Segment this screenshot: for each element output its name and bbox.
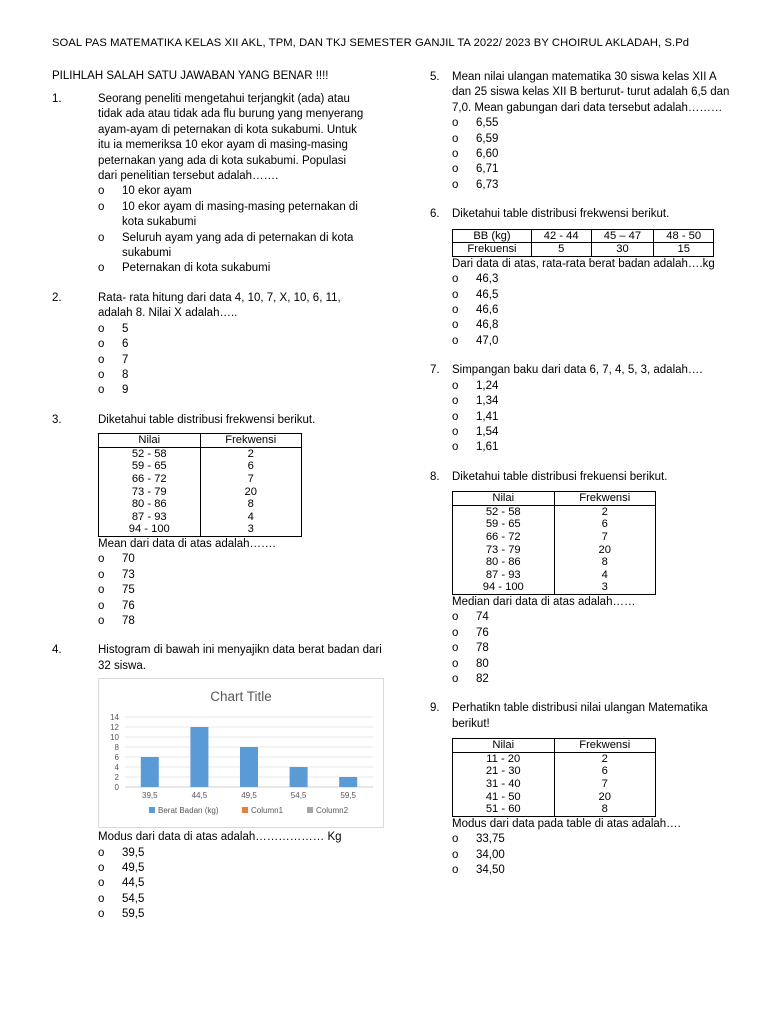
table-cell: 5 xyxy=(531,243,591,257)
answer-option-label: 49,5 xyxy=(122,861,145,874)
answer-option-label: 1,41 xyxy=(476,410,499,423)
page-header: SOAL PAS MATEMATIKA KELAS XII AKL, TPM, DAN TKJ SEMESTER GANJIL TA 2022/ 2023 BY CHOIRUL AKLADAH, S.Pd xyxy=(52,37,690,49)
table-cell: 6 xyxy=(554,518,656,531)
table-cell: BB (kg) xyxy=(453,229,532,243)
answer-option-label: 1,61 xyxy=(476,441,499,454)
answer-option-label: 34,00 xyxy=(476,848,505,861)
chart-bar xyxy=(240,747,258,787)
table-cell: 45 – 47 xyxy=(591,229,654,243)
chart-bar xyxy=(339,777,357,787)
answer-option-label: 1,34 xyxy=(476,395,499,408)
answer-option[interactable] xyxy=(452,132,730,147)
answer-option[interactable] xyxy=(98,322,368,337)
question-text: Simpangan baku dari data 6, 7, 4, 5, 3, adalah…. xyxy=(452,364,703,377)
question-2 xyxy=(52,291,368,399)
answer-option-label: 46,3 xyxy=(476,273,499,286)
table-row xyxy=(453,581,656,594)
question-text: Rata- rata hitung dari data 4, 10, 7, X, 10, 6, 11, adalah 8. Nilai X adalah….. xyxy=(98,291,341,320)
question-number: 3. xyxy=(52,413,62,426)
table-cell: 20 xyxy=(554,791,656,804)
question-number: 1. xyxy=(52,93,62,105)
bullet-icon: o xyxy=(452,611,459,624)
answer-option-label: 80 xyxy=(476,657,489,670)
answer-option-label: 1,24 xyxy=(476,379,499,392)
y-tick-label: 10 xyxy=(110,733,119,743)
bullet-icon: o xyxy=(98,353,105,366)
question-number: 2. xyxy=(52,291,62,304)
answer-option[interactable] xyxy=(98,200,368,231)
table-cell: 52 - 58 xyxy=(99,447,201,460)
answer-option-label: 70 xyxy=(122,553,135,566)
question-text: Diketahui table distribusi frekwensi berikut. xyxy=(98,413,316,426)
table-cell: 15 xyxy=(654,243,714,257)
table-row xyxy=(99,511,302,524)
bullet-icon: o xyxy=(98,384,105,397)
question-number: 8. xyxy=(430,470,440,483)
table-row xyxy=(453,243,714,257)
table-cell: 41 - 50 xyxy=(453,791,555,804)
question-text: Seorang peneliti mengetahui terjangkit (ada) atau tidak ada atau tidak ada flu burung yang menyerang ayam-ayam di peternakan di kota sukabumi. Untuk itu ia memeriksa 10 ekor ayam di masing-masing peternakan yang ada di kota sukabumi. Populasi dari penelitian tersebut adalah……. xyxy=(98,93,364,183)
question-6 xyxy=(430,207,730,349)
table-cell: 73 - 79 xyxy=(453,544,555,557)
table-header-cell: Nilai xyxy=(453,492,555,506)
answer-option[interactable] xyxy=(452,657,730,672)
bullet-icon: o xyxy=(452,273,459,286)
answer-option[interactable] xyxy=(98,599,368,614)
table-cell: 80 - 86 xyxy=(453,556,555,569)
bullet-icon: o xyxy=(452,334,459,347)
answer-option-label: 10 ekor ayam di masing-masing peternakan di kota sukabumi xyxy=(122,200,358,229)
frequency-table xyxy=(452,491,656,595)
bullet-icon: o xyxy=(98,599,105,612)
options-list xyxy=(98,552,368,629)
answer-option-label: 46,5 xyxy=(476,288,499,301)
table-cell: 94 - 100 xyxy=(453,581,555,594)
table-row xyxy=(453,791,656,804)
answer-option[interactable] xyxy=(98,568,368,583)
table-cell: 7 xyxy=(554,531,656,544)
table-cell: 59 - 65 xyxy=(453,518,555,531)
bullet-icon: o xyxy=(98,892,105,905)
chart-bar xyxy=(190,727,208,787)
table-cell: 66 - 72 xyxy=(99,473,201,486)
question-followup: Modus dari data pada table di atas adalah…. xyxy=(452,817,681,830)
legend-label: Berat Badan (kg) xyxy=(158,806,219,816)
chart-svg xyxy=(99,679,383,827)
answer-option[interactable] xyxy=(452,394,730,409)
answer-option-label: 6 xyxy=(122,338,129,351)
table-cell: 21 - 30 xyxy=(453,765,555,778)
table-cell: 6 xyxy=(554,765,656,778)
answer-option-label: 76 xyxy=(476,626,489,639)
bullet-icon: o xyxy=(452,379,459,392)
bullet-icon: o xyxy=(98,322,105,335)
bullet-icon: o xyxy=(98,185,105,198)
bullet-icon: o xyxy=(452,132,459,145)
bullet-icon: o xyxy=(98,231,105,244)
answer-option-label: 9 xyxy=(122,384,129,397)
x-tick-label: 59,5 xyxy=(340,791,356,801)
answer-option[interactable] xyxy=(98,383,368,398)
table-header-cell: Frekwensi xyxy=(200,434,302,448)
question-number: 5. xyxy=(430,71,440,83)
bullet-icon: o xyxy=(452,304,459,317)
table-header-row xyxy=(453,739,656,753)
question-followup: Modus dari data di atas adalah……………… Kg xyxy=(98,831,342,844)
question-4 xyxy=(52,643,382,922)
bullet-icon: o xyxy=(98,553,105,566)
answer-option-label: 6,60 xyxy=(476,148,499,161)
answer-option-label: 10 ekor ayam xyxy=(122,185,192,198)
answer-option-label: Seluruh ayam yang ada di peternakan di kota sukabumi xyxy=(122,231,354,260)
answer-option[interactable] xyxy=(98,583,368,598)
table-header-cell: Nilai xyxy=(453,739,555,753)
bullet-icon: o xyxy=(452,833,459,846)
table-row xyxy=(453,505,656,518)
table-row xyxy=(99,473,302,486)
table-row xyxy=(99,486,302,499)
answer-option-label: 44,5 xyxy=(122,877,145,890)
question-9 xyxy=(430,701,730,878)
answer-option[interactable] xyxy=(452,610,730,625)
answer-option-label: 7 xyxy=(122,353,129,366)
question-followup: Dari data di atas, rata-rata berat badan adalah….kg xyxy=(452,257,715,270)
legend-swatch xyxy=(149,807,155,813)
answer-option-label: 74 xyxy=(476,611,489,624)
table-cell: 2 xyxy=(554,752,656,765)
bullet-icon: o xyxy=(98,614,105,627)
table-cell: 11 - 20 xyxy=(453,752,555,765)
question-text: Mean nilai ulangan matematika 30 siswa kelas XII A dan 25 siswa kelas XII B berturut- turut adalah 6,5 dan 7,0. Mean gabungan dari data tersebut adalah……… xyxy=(452,71,730,114)
answer-option[interactable] xyxy=(452,379,730,394)
answer-option[interactable] xyxy=(452,178,730,193)
answer-option-label: 5 xyxy=(122,322,129,335)
answer-option[interactable] xyxy=(98,861,384,876)
answer-option-label: 73 xyxy=(122,568,135,581)
answer-option[interactable] xyxy=(452,440,730,455)
y-tick-label: 8 xyxy=(114,743,119,753)
table-cell: 31 - 40 xyxy=(453,778,555,791)
answer-option-label: 39,5 xyxy=(122,846,145,859)
right-column xyxy=(430,70,730,892)
options-list xyxy=(452,832,730,878)
table-cell: 20 xyxy=(200,486,302,499)
answer-option[interactable] xyxy=(452,672,730,687)
x-tick-label: 54,5 xyxy=(290,791,307,801)
bullet-icon: o xyxy=(452,425,459,438)
table-cell: 8 xyxy=(554,556,656,569)
bullet-icon: o xyxy=(98,200,105,213)
table-cell: 80 - 86 xyxy=(99,498,201,511)
question-8 xyxy=(430,470,730,688)
table-row xyxy=(99,523,302,536)
answer-option-label: 78 xyxy=(122,614,135,627)
table-header-row xyxy=(453,492,656,506)
question-followup: Median dari data di atas adalah…… xyxy=(452,595,636,608)
answer-option[interactable] xyxy=(98,368,368,383)
table-cell: 87 - 93 xyxy=(453,569,555,582)
table-cell: 2 xyxy=(554,505,656,518)
bullet-icon: o xyxy=(452,148,459,161)
options-list xyxy=(98,846,384,923)
question-text: Histogram di bawah ini menyajikn data berat badan dari 32 siswa. xyxy=(98,644,382,672)
table-cell: 8 xyxy=(200,498,302,511)
answer-option-label: 54,5 xyxy=(122,892,145,905)
weight-frequency-table xyxy=(452,229,714,257)
answer-option-label: 6,55 xyxy=(476,117,499,130)
table-cell: 3 xyxy=(554,581,656,594)
bullet-icon: o xyxy=(452,626,459,639)
answer-option[interactable] xyxy=(452,318,730,333)
options-list xyxy=(98,184,368,276)
bullet-icon: o xyxy=(452,319,459,332)
options-list xyxy=(452,272,730,349)
answer-option[interactable] xyxy=(452,334,730,349)
table-cell: 3 xyxy=(200,523,302,536)
answer-option[interactable] xyxy=(98,353,368,368)
answer-option[interactable] xyxy=(98,261,368,276)
table-cell: 7 xyxy=(200,473,302,486)
table-row xyxy=(99,460,302,473)
legend-swatch xyxy=(307,807,313,813)
table-header-cell: Frekwensi xyxy=(554,739,656,753)
bullet-icon: o xyxy=(452,395,459,408)
bullet-icon: o xyxy=(98,262,105,275)
answer-option[interactable] xyxy=(98,846,384,861)
table-cell: 4 xyxy=(554,569,656,582)
answer-option-label: 6,73 xyxy=(476,178,499,191)
chart-bar xyxy=(290,767,308,787)
answer-option[interactable] xyxy=(452,410,730,425)
bullet-icon: o xyxy=(452,441,459,454)
table-row xyxy=(453,765,656,778)
frequency-table xyxy=(98,433,302,537)
bullet-icon: o xyxy=(452,642,459,655)
answer-option-label: 82 xyxy=(476,672,489,685)
bullet-icon: o xyxy=(452,863,459,876)
table-cell: 42 - 44 xyxy=(531,229,591,243)
answer-option-label: 33,75 xyxy=(476,833,505,846)
answer-option-label: 6,71 xyxy=(476,163,499,176)
table-cell: 6 xyxy=(200,460,302,473)
bullet-icon: o xyxy=(452,410,459,423)
answer-option[interactable] xyxy=(452,147,730,162)
answer-option[interactable] xyxy=(98,876,384,891)
bullet-icon: o xyxy=(452,163,459,176)
y-tick-label: 2 xyxy=(114,773,119,783)
bullet-icon: o xyxy=(452,848,459,861)
table-cell: 66 - 72 xyxy=(453,531,555,544)
answer-option-label: 59,5 xyxy=(122,908,145,921)
answer-option[interactable] xyxy=(452,848,730,863)
answer-option[interactable] xyxy=(98,892,384,907)
table-cell: 4 xyxy=(200,511,302,524)
bullet-icon: o xyxy=(98,861,105,874)
question-1 xyxy=(52,92,368,277)
bullet-icon: o xyxy=(452,288,459,301)
chart-title: Chart Title xyxy=(210,689,272,705)
answer-option[interactable] xyxy=(452,288,730,303)
question-number: 9. xyxy=(430,702,440,715)
table-cell: 87 - 93 xyxy=(99,511,201,524)
answer-option-label: Peternakan di kota sukabumi xyxy=(122,262,271,275)
y-tick-label: 0 xyxy=(114,783,119,793)
left-column xyxy=(52,70,382,937)
table-row xyxy=(453,569,656,582)
legend-label: Column2 xyxy=(316,806,349,816)
y-tick-label: 12 xyxy=(110,723,119,733)
table-cell: 51 - 60 xyxy=(453,803,555,816)
bullet-icon: o xyxy=(452,657,459,670)
answer-option-label: 75 xyxy=(122,584,135,597)
answer-option-label: 76 xyxy=(122,599,135,612)
x-tick-label: 44,5 xyxy=(191,791,208,801)
answer-option[interactable] xyxy=(98,614,368,629)
question-7 xyxy=(430,363,730,455)
question-text: Perhatikn table distribusi nilai ulangan Matematika berikut! xyxy=(452,702,708,730)
table-cell: 8 xyxy=(554,803,656,816)
bullet-icon: o xyxy=(98,908,105,921)
chart-bar xyxy=(141,757,159,787)
table-row xyxy=(99,447,302,460)
table-cell: 52 - 58 xyxy=(453,505,555,518)
options-list xyxy=(452,379,730,456)
table-row xyxy=(453,556,656,569)
bullet-icon: o xyxy=(452,672,459,685)
question-text: Diketahui table distribusi frekwensi berikut. xyxy=(452,208,670,221)
answer-option[interactable] xyxy=(452,162,730,177)
table-row xyxy=(99,498,302,511)
answer-option[interactable] xyxy=(452,303,730,318)
answer-option[interactable] xyxy=(452,626,730,641)
bullet-icon: o xyxy=(98,568,105,581)
answer-option-label: 1,54 xyxy=(476,425,499,438)
question-5 xyxy=(430,70,730,193)
answer-option[interactable] xyxy=(98,552,368,567)
table-cell: 73 - 79 xyxy=(99,486,201,499)
table-cell: 94 - 100 xyxy=(99,523,201,536)
score-frequency-table xyxy=(452,738,656,817)
answer-option-label: 6,59 xyxy=(476,132,499,145)
table-cell: 2 xyxy=(200,447,302,460)
question-3 xyxy=(52,413,368,630)
instruction: PILIHLAH SALAH SATU JAWABAN YANG BENAR !!!! xyxy=(52,70,329,82)
question-number: 6. xyxy=(430,208,440,221)
question-followup: Mean dari data di atas adalah……. xyxy=(98,537,276,550)
table-header-cell: Nilai xyxy=(99,434,201,448)
answer-option-label: 46,8 xyxy=(476,319,499,332)
question-text: Diketahui table distribusi frekuensi berikut. xyxy=(452,470,668,483)
answer-option-label: 34,50 xyxy=(476,863,505,876)
bullet-icon: o xyxy=(98,368,105,381)
table-cell: Frekuensi xyxy=(453,243,532,257)
bullet-icon: o xyxy=(98,338,105,351)
answer-option-label: 47,0 xyxy=(476,334,499,347)
question-number: 4. xyxy=(52,644,62,657)
answer-option[interactable] xyxy=(452,116,730,131)
table-cell: 48 - 50 xyxy=(654,229,714,243)
x-tick-label: 39,5 xyxy=(142,791,158,801)
answer-option[interactable] xyxy=(98,907,384,922)
y-tick-label: 14 xyxy=(110,713,119,723)
y-tick-label: 4 xyxy=(114,763,119,773)
table-cell: 59 - 65 xyxy=(99,460,201,473)
table-row xyxy=(453,752,656,765)
table-cell: 30 xyxy=(591,243,654,257)
bullet-icon: o xyxy=(98,846,105,859)
table-row xyxy=(453,803,656,816)
options-list xyxy=(98,322,368,399)
bullet-icon: o xyxy=(452,178,459,191)
table-cell: 7 xyxy=(554,778,656,791)
y-tick-label: 6 xyxy=(114,753,119,763)
answer-option[interactable] xyxy=(98,231,368,262)
table-row xyxy=(453,544,656,557)
bullet-icon: o xyxy=(452,117,459,130)
answer-option[interactable] xyxy=(98,184,368,199)
bullet-icon: o xyxy=(98,584,105,597)
table-row xyxy=(453,229,714,243)
answer-option[interactable] xyxy=(452,832,730,847)
answer-option-label: 46,6 xyxy=(476,304,499,317)
answer-option[interactable] xyxy=(452,272,730,287)
table-cell: 20 xyxy=(554,544,656,557)
table-row xyxy=(453,531,656,544)
answer-option-label: 78 xyxy=(476,642,489,655)
question-number: 7. xyxy=(430,364,440,377)
table-row xyxy=(453,518,656,531)
options-list xyxy=(452,610,730,687)
x-tick-label: 49,5 xyxy=(241,791,257,801)
table-header-cell: Frekwensi xyxy=(554,492,656,506)
legend-label: Column1 xyxy=(251,806,284,816)
answer-option[interactable] xyxy=(452,425,730,440)
options-list xyxy=(452,116,730,193)
table-row xyxy=(453,778,656,791)
table-header-row xyxy=(99,434,302,448)
legend-swatch xyxy=(242,807,248,813)
histogram-chart xyxy=(98,678,384,828)
answer-option[interactable] xyxy=(98,337,368,352)
answer-option[interactable] xyxy=(452,863,730,878)
answer-option[interactable] xyxy=(452,641,730,656)
answer-option-label: 8 xyxy=(122,368,129,381)
bullet-icon: o xyxy=(98,877,105,890)
